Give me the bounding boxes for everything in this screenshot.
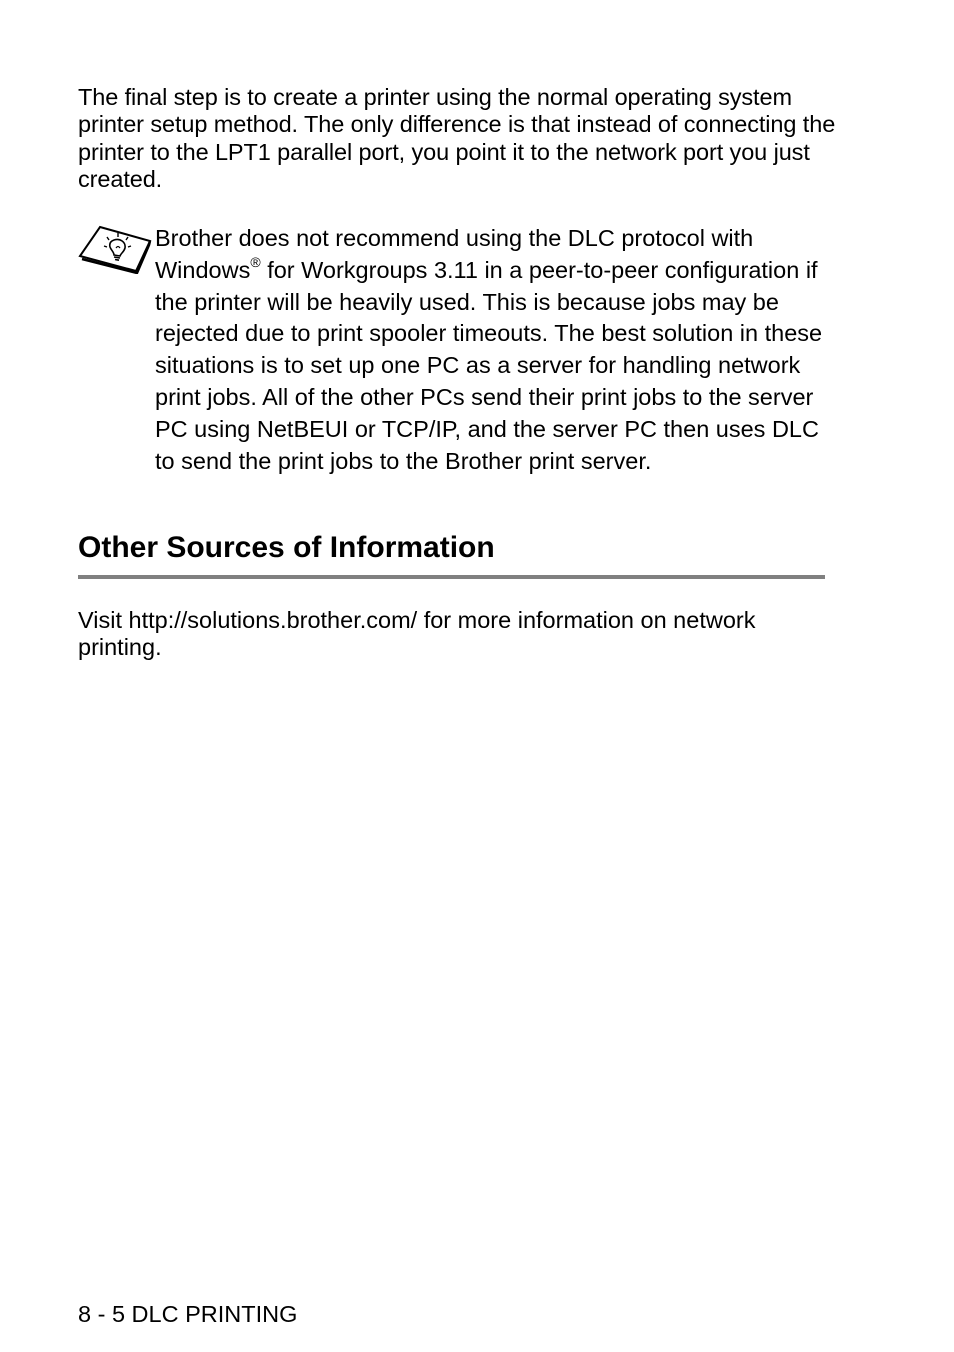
note-text-part1: Brother does not recommend using the DLC protocol with Windows [155, 225, 754, 283]
page-footer: 8 - 5 DLC PRINTING [78, 1301, 298, 1327]
section-divider [78, 575, 825, 579]
section-heading: Other Sources of Information [78, 531, 495, 564]
note-text-part2: for Workgroups 3.11 in a peer-to-peer configuration if the printer will be heavily used. This is because jobs may be rejected due to print spooler timeouts. The best solution in these situations is to set up one PC as a server for handling network print jobs. All of the other PCs send their print jobs to the server PC using NetBEUI or TCP/IP, and the server PC then uses DLC to send the print jobs to the Brother print server. [155, 256, 823, 474]
visit-paragraph: Visit http://solutions.brother.com/ for more information on network printing. [78, 607, 756, 661]
note-icon-graphic [78, 224, 152, 274]
note-paragraph [155, 223, 835, 477]
registered-mark: ® [250, 253, 261, 270]
note-lightbulb-icon [78, 224, 152, 274]
intro-paragraph: The final step is to create a printer using the normal operating system printer setup method. The only difference is that instead of connecting the printer to the LPT1 parallel port, you point it to the network port you just created. [78, 84, 836, 192]
